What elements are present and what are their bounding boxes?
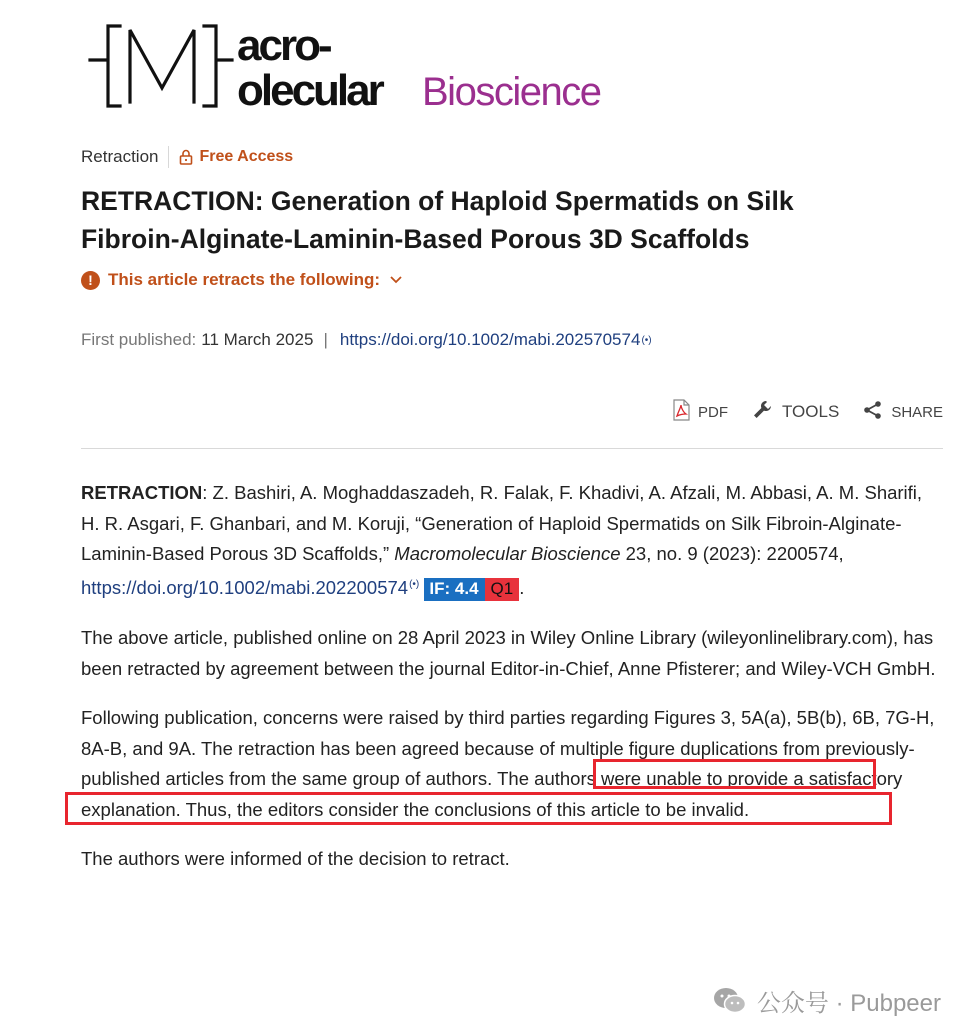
pdf-label: PDF xyxy=(697,403,728,421)
wechat-icon xyxy=(713,987,747,1015)
pdf-file-icon xyxy=(672,399,690,425)
highlight-box xyxy=(593,759,876,789)
share-button[interactable] xyxy=(863,400,943,424)
authors-informed-paragraph: The authors were informed of the decision to retract. xyxy=(81,848,510,870)
share-icon xyxy=(863,400,883,424)
tools-button[interactable] xyxy=(752,399,839,425)
first-published-label: First published: xyxy=(81,330,197,349)
first-published-date: 11 March 2025 xyxy=(201,330,314,349)
article-doi-link[interactable]: https://doi.org/10.1002/mabi.202570574 xyxy=(339,330,641,349)
publication-separator: | xyxy=(323,330,328,349)
wechat-watermark xyxy=(713,983,941,1018)
retraction-agreement-paragraph: The above article, published online on 28 April 2023 in Wiley Online Library (wileyonlinelibrary.com), has been retracted by agreement between the journal Editor-in-Chief, Anne Pfisterer; and Wiley-VCH GmbH. xyxy=(81,627,936,679)
lock-icon xyxy=(179,149,193,165)
meta-divider xyxy=(168,146,169,168)
citation-authors: : Z. Bashiri, A. Moghaddaszadeh, R. Falak, F. Khadivi, A. Afzali, M. Abbasi, A. M. Sharifi, H. R. Asgari, F. Ghanbari, and M. Koruji, “Generation of Haploid Spermatids on Silk Fibroin-Alginate-Laminin-Based Porous 3D Scaffolds,” xyxy=(81,482,923,564)
impact-factor-badge: IF: 4.4 xyxy=(424,578,484,601)
pdf-button[interactable] xyxy=(672,399,728,425)
watermark-text: 公众号 · Pubpeer xyxy=(756,990,941,1017)
publication-info xyxy=(81,330,652,350)
radio-waves-icon: (•) xyxy=(409,578,420,590)
wrench-icon xyxy=(752,399,774,425)
citation-end: . xyxy=(519,576,525,598)
radio-waves-icon: (•) xyxy=(641,334,652,346)
share-label: SHARE xyxy=(891,403,943,421)
highlight-box xyxy=(65,792,892,825)
quartile-badge: Q1 xyxy=(485,578,520,601)
citation-volume: 23, no. 9 (2023): 2200574, xyxy=(620,543,844,564)
logo-word-text: olecular xyxy=(237,66,382,115)
article-title: RETRACTION: Generation of Haploid Spermatids on Silk Fibroin-Alginate-Laminin-Based Porous 3D Scaffolds xyxy=(81,186,794,254)
logo-prefix-text: acro- xyxy=(237,21,330,70)
exclamation-circle-icon: ! xyxy=(81,271,100,290)
citation-journal: Macromolecular Bioscience xyxy=(394,543,621,564)
retraction-reason-paragraph: Following publication, concerns were raised by third parties regarding Figures 3, 5A(a), 5B(b), 6B, 7G-H, 8A-B, and 9A. The retraction has been agreed because of multiple figure duplications from previously-published articles from the same group of authors. The authors were unable to provide a satisfactory explanation. Thus, the editors consider the conclusions of this article to be invalid. xyxy=(81,707,935,820)
retraction-lead: RETRACTION xyxy=(81,482,203,503)
retracts-toggle[interactable] xyxy=(81,270,402,290)
retracts-label: This article retracts the following: xyxy=(108,270,381,289)
article-body xyxy=(81,478,945,894)
logo-brand-text: Bioscience xyxy=(422,70,601,114)
tools-label: TOOLS xyxy=(781,402,840,421)
chevron-down-icon xyxy=(390,276,402,284)
article-type-label: Retraction xyxy=(81,147,159,166)
citation-paragraph xyxy=(81,478,945,604)
original-article-doi-link[interactable]: https://doi.org/10.1002/mabi.202200574 xyxy=(81,576,409,598)
journal-logo[interactable] xyxy=(86,18,606,118)
article-toolbar xyxy=(648,399,943,425)
section-divider xyxy=(81,448,943,449)
article-meta-row xyxy=(81,145,293,169)
free-access-badge: Free Access xyxy=(199,148,294,165)
